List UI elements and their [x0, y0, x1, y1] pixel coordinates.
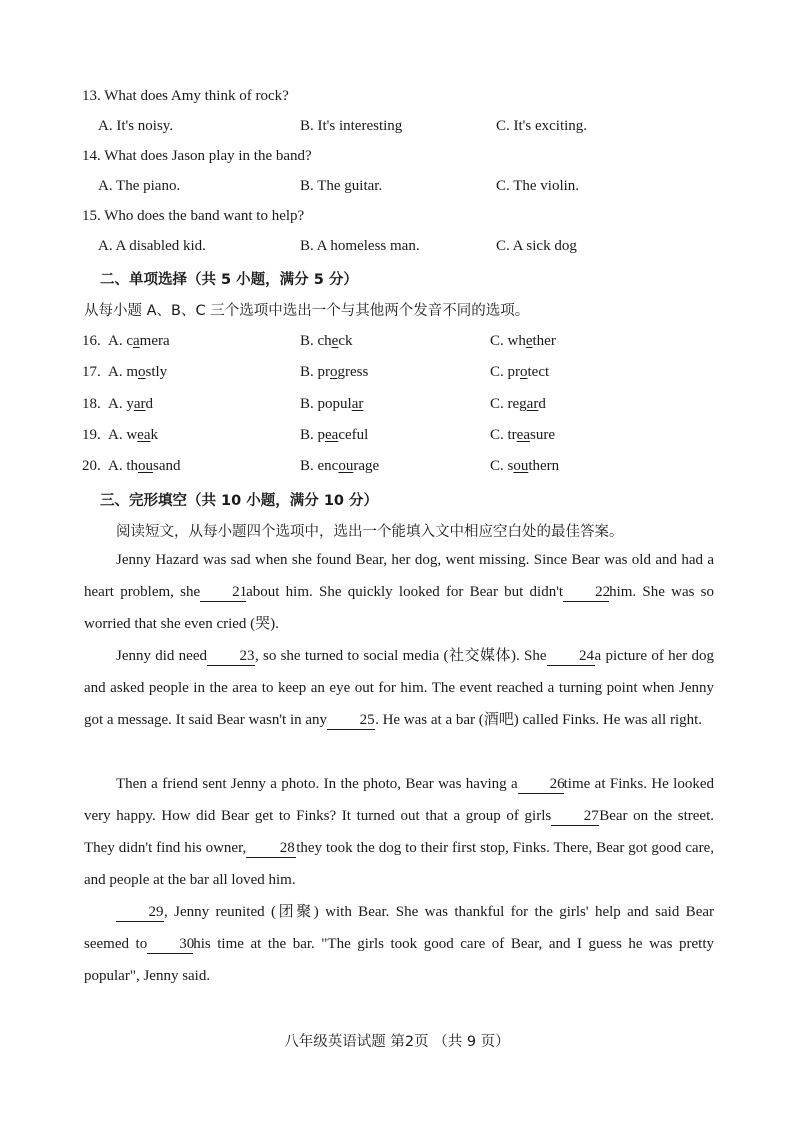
- item-20-number: 20.: [82, 458, 101, 474]
- q13-option-c: C. It's exciting.: [496, 118, 588, 134]
- item-20-option-c: C. southern: [490, 458, 560, 474]
- item-17-option-a: A. mostly: [108, 364, 168, 380]
- item-20-option-b: B. encourage: [300, 458, 380, 474]
- item-18-option-c: C. regard: [490, 396, 546, 412]
- item-20-option-a: A. thousand: [108, 458, 181, 474]
- question-14: 14. What does Jason play in the band?: [82, 148, 312, 164]
- cloze-paragraph-1: Jenny Hazard was sad when she found Bear, her dog, went missing. Since Bear was old and had a heart problem, she 21about him. She quickly looked for Bear but didn't 22him. She was so worried that she even cried (哭).: [84, 552, 714, 632]
- blank-26: 26: [518, 775, 564, 794]
- section-2-title: 二、单项选择（共 5 小题，满分 5 分）: [100, 272, 358, 288]
- item-17-option-b: B. progress: [300, 364, 369, 380]
- item-19-number: 19.: [82, 427, 101, 443]
- item-19-option-b: B. peaceful: [300, 427, 369, 443]
- question-13: 13. What does Amy think of rock?: [82, 88, 289, 104]
- q14-option-c: C. The violin.: [496, 178, 580, 194]
- question-15: 15. Who does the band want to help?: [82, 208, 305, 224]
- cloze-paragraph-4: 29, Jenny reunited (团聚) with Bear. She was thankful for the girls' help and said Bear seemed to 30his time at the bar. "The girls took good care of Bear, and I guess he was pretty popular", Jenny said.: [84, 904, 714, 984]
- q15-option-c: C. A sick dog: [496, 238, 577, 254]
- cloze-paragraph-3: Then a friend sent Jenny a photo. In the photo, Bear was having a 26time at Finks. He looked very happy. How did Bear get to Finks? It turned out that a group of girls 27Bear on the street. They didn't find his owner, 28 they took the dog to their first stop, Finks. There, Bear got good care, and people at the bar all loved him.: [84, 776, 714, 888]
- item-19-option-a: A. weak: [108, 427, 158, 443]
- blank-23: 23: [207, 647, 255, 666]
- section-2-instruction: 从每小题 A、B、C 三个选项中选出一个与其他两个发音不同的选项。: [84, 303, 530, 319]
- blank-27: 27: [551, 807, 599, 826]
- item-17-number: 17.: [82, 364, 101, 380]
- item-19-option-c: C. treasure: [490, 427, 555, 443]
- section-3-instruction: 阅读短文，从每小题四个选项中，选出一个能填入文中相应空白处的最佳答案。: [116, 524, 624, 540]
- blank-28: 28: [246, 839, 296, 858]
- q14-option-a: A. The piano.: [98, 178, 181, 194]
- blank-29: 29: [116, 903, 164, 922]
- blank-30: 30: [147, 935, 193, 954]
- section-3-title: 三、完形填空（共 10 小题，满分 10 分）: [100, 493, 379, 509]
- blank-25: 25: [327, 711, 375, 730]
- item-18-number: 18.: [82, 396, 101, 412]
- blank-21: 21: [200, 583, 246, 602]
- blank-22: 22: [563, 583, 609, 602]
- q13-option-b: B. It's interesting: [300, 118, 403, 134]
- page-footer: 八年级英语试题 第2页 （共 9 页）: [284, 1034, 510, 1050]
- item-18-option-a: A. yard: [108, 396, 153, 412]
- blank-24: 24: [547, 647, 595, 666]
- q13-option-a: A. It's noisy.: [98, 118, 174, 134]
- item-18-option-b: B. popular: [300, 396, 364, 412]
- item-16-option-a: A. camera: [108, 333, 170, 349]
- item-16-option-c: C. whether: [490, 333, 556, 349]
- cloze-paragraph-2: Jenny did need 23, so she turned to social media (社交媒体). She 24a picture of her dog and asked people in the area to keep an eye out for him. The event reached a turning point when Jenny got a message. It said Bear wasn't in any 25. He was at a bar (酒吧) called Finks. He was all right.: [84, 648, 715, 728]
- q14-option-b: B. The guitar.: [300, 178, 383, 194]
- item-17-option-c: C. protect: [490, 364, 550, 380]
- item-16-number: 16.: [82, 333, 101, 349]
- q15-option-a: A. A disabled kid.: [98, 238, 206, 254]
- q15-option-b: B. A homeless man.: [300, 238, 420, 254]
- item-16-option-b: B. check: [300, 333, 353, 349]
